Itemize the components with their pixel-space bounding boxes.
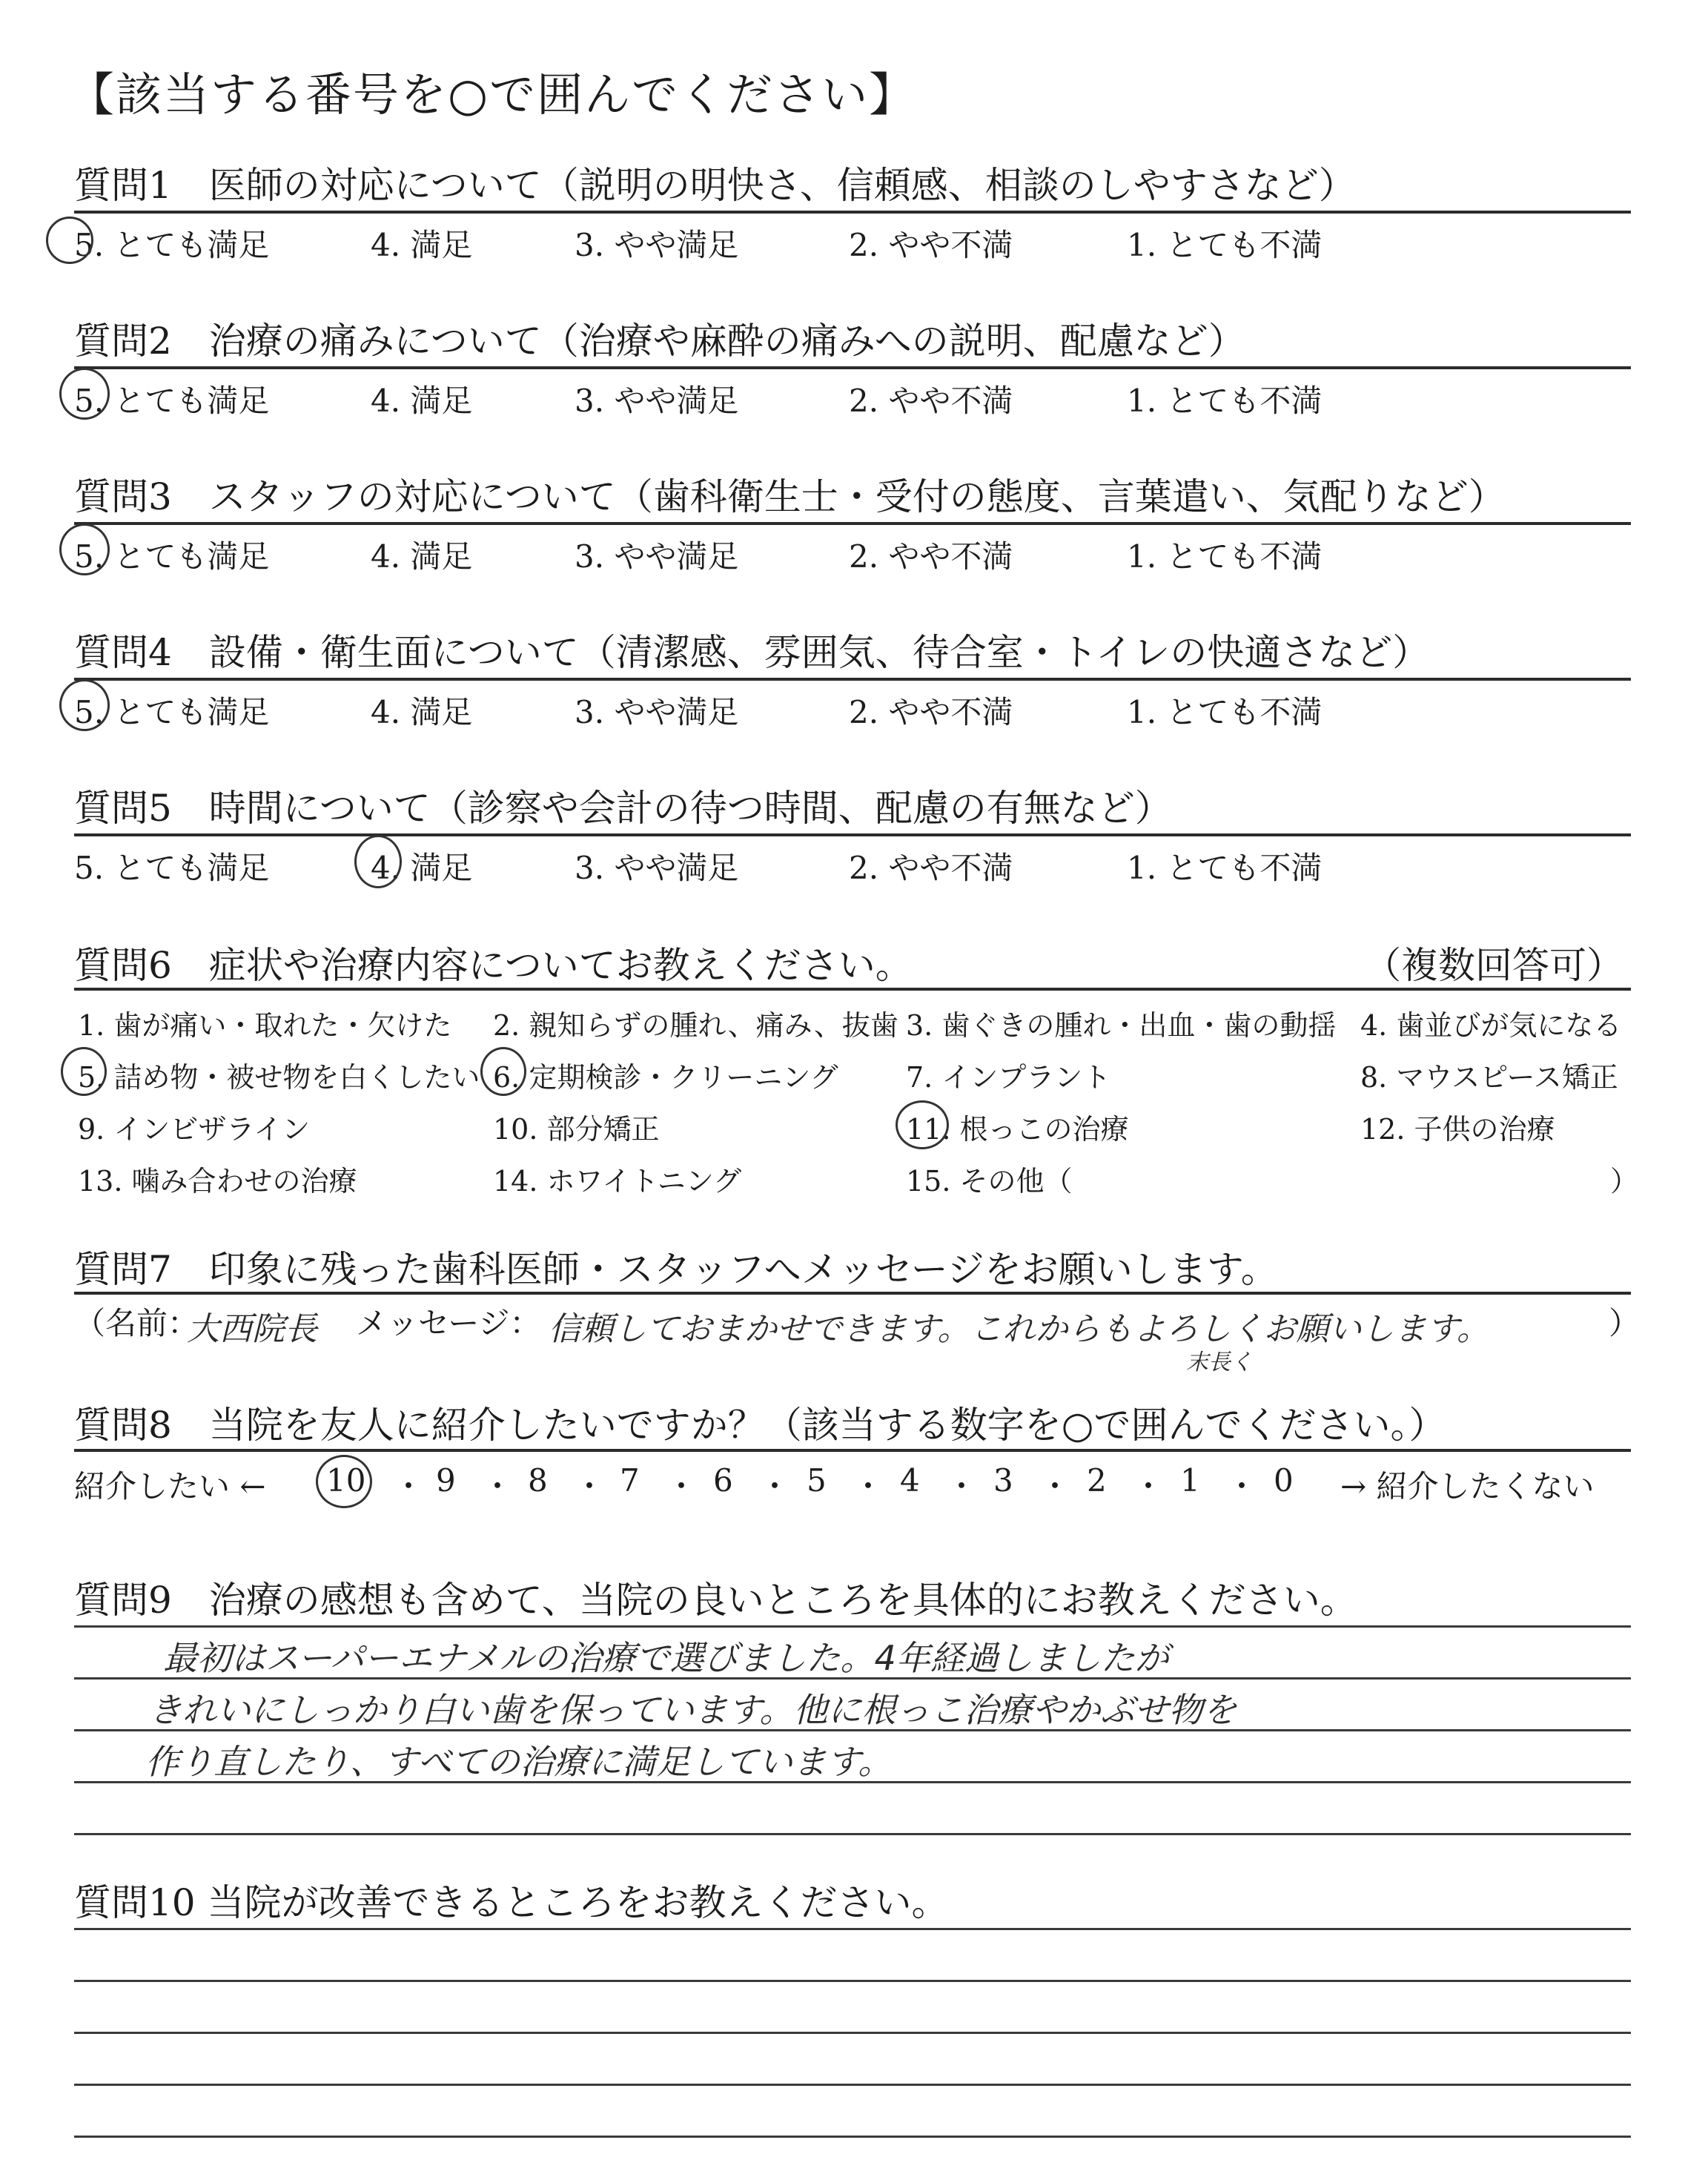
q2-option-3[interactable]: 3. やや満足 [575,383,739,419]
q6-option-12[interactable]: 12. 子供の治療 [1360,1113,1555,1146]
question-3-label: 質問3 スタッフの対応について（歯科衛生士・受付の態度、言葉遣い、気配りなど） [74,475,1506,518]
answer-line [74,2032,1631,2034]
q7-insert: 末長く [1186,1350,1253,1375]
q8-left-label: 紹介したい ← [74,1468,266,1505]
divider [74,1449,1631,1452]
divider [74,1292,1631,1295]
selection-circle [59,368,110,420]
q8-scale-2[interactable]: 2 [1087,1462,1107,1499]
q6-option-13[interactable]: 13. 噛み合わせの治療 [78,1165,357,1198]
divider [74,833,1631,836]
q8-sep: ・ [574,1468,606,1505]
q8-scale-5[interactable]: 5 [807,1462,827,1499]
q8-scale-6[interactable]: 6 [713,1462,733,1499]
q3-option-5[interactable]: 5. とても満足 [74,538,270,575]
q1-option-2[interactable]: 2. やや不満 [849,227,1013,263]
answer-line [74,1980,1631,1982]
question-4-label: 質問4 設備・衛生面について（清潔感、雰囲気、待合室・トイレの快適さなど） [74,631,1430,674]
q8-sep: ・ [1039,1468,1071,1505]
q5-option-5[interactable]: 5. とても満足 [74,850,270,886]
selection-circle [59,679,110,731]
q1-option-1[interactable]: 1. とても不満 [1127,227,1323,263]
divider [74,678,1631,681]
q8-scale-3[interactable]: 3 [993,1462,1013,1499]
answer-line [74,1928,1631,1930]
q6-option-5[interactable]: 5. 詰め物・被せ物を白くしたい [78,1061,480,1094]
q3-option-1[interactable]: 1. とても不満 [1127,538,1323,575]
question-6-note: （複数回答可） [1364,944,1623,987]
question-5-label: 質問5 時間について（診察や会計の待つ時間、配慮の有無など） [74,787,1172,830]
q9-answer-line-2[interactable]: きれいにしっかり白い歯を保っています。他に根っこ治療やかぶせ物を [148,1690,1237,1730]
q6-option-8[interactable]: 8. マウスピース矯正 [1360,1061,1618,1094]
question-1-label: 質問1 医師の対応について（説明の明快さ、信頼感、相談のしやすさなど） [74,164,1356,207]
answer-line [74,2084,1631,2086]
page-title: 【該当する番号を○で囲んでください】 [68,67,917,122]
q7-staff-name[interactable]: 大西院長 [187,1310,317,1348]
q5-option-4[interactable]: 4. 満足 [371,850,473,886]
q3-option-4[interactable]: 4. 満足 [371,538,473,575]
q8-scale-4[interactable]: 4 [900,1462,920,1499]
q1-option-5[interactable]: 5. とても満足 [74,227,270,263]
q7-message-label: メッセージ： [356,1305,541,1341]
selection-circle [59,524,110,575]
q6-option-7[interactable]: 7. インプラント [906,1061,1111,1094]
q6-option-1[interactable]: 1. 歯が痛い・取れた・欠けた [78,1009,452,1042]
q4-option-5[interactable]: 5. とても満足 [74,694,270,730]
q8-sep: ・ [666,1468,698,1505]
q6-option-4[interactable]: 4. 歯並びが気になる [1360,1009,1622,1042]
question-6-label: 質問6 症状や治療内容についてお教えください。 [74,944,913,987]
q8-sep: ・ [1133,1468,1165,1505]
q7-prefix: （名前： [74,1305,199,1341]
q6-option-14[interactable]: 14. ホワイトニング [493,1165,742,1198]
answer-line [74,1833,1631,1835]
q4-option-3[interactable]: 3. やや満足 [575,694,739,730]
q2-option-1[interactable]: 1. とても不満 [1127,383,1323,419]
question-8-label: 質問8 当院を友人に紹介したいですか？（該当する数字を○で囲んでください。） [74,1404,1446,1447]
q6-option-6[interactable]: 6. 定期検診・クリーニング [493,1061,838,1094]
q4-option-1[interactable]: 1. とても不満 [1127,694,1323,730]
q8-scale-10[interactable]: 10 [326,1462,366,1499]
question-9-label: 質問9 治療の感想も含めて、当院の良いところを具体的にお教えください。 [74,1579,1357,1622]
selection-circle [316,1455,372,1508]
divider [74,988,1631,991]
q9-answer-line-1[interactable]: 最初はスーパーエナメルの治療で選びました。4年経過しましたが [163,1638,1169,1678]
q2-option-4[interactable]: 4. 満足 [371,383,473,419]
q6-option-15-close: ） [1610,1165,1639,1198]
q6-option-3[interactable]: 3. 歯ぐきの腫れ・出血・歯の動揺 [906,1009,1337,1042]
selection-circle [896,1100,949,1149]
q7-message[interactable]: 信頼しておまかせできます。これからもよろしくお願いします。 [549,1310,1489,1348]
question-2-label: 質問2 治療の痛みについて（治療や麻酔の痛みへの説明、配慮など） [74,320,1245,363]
q2-option-5[interactable]: 5. とても満足 [74,383,270,419]
divider [74,211,1631,214]
q1-option-3[interactable]: 3. やや満足 [575,227,739,263]
answer-line [74,1625,1631,1628]
q5-option-2[interactable]: 2. やや不満 [849,850,1013,886]
q9-answer-line-3[interactable]: 作り直したり、すべての治療に満足しています。 [145,1742,893,1782]
q8-scale-0[interactable]: 0 [1274,1462,1294,1499]
q7-suffix: ） [1609,1305,1641,1341]
q6-option-11[interactable]: 11. 根っこの治療 [906,1113,1129,1146]
q8-sep: ・ [393,1468,425,1505]
q4-option-2[interactable]: 2. やや不満 [849,694,1013,730]
question-7-label: 質問7 印象に残った歯科医師・スタッフへメッセージをお願いします。 [74,1248,1278,1291]
q6-option-15[interactable]: 15. その他（ [906,1165,1073,1198]
question-10-label: 質問10 当院が改善できるところをお教えください。 [74,1881,949,1924]
answer-line [74,2136,1631,2138]
q2-option-2[interactable]: 2. やや不満 [849,383,1013,419]
q5-option-1[interactable]: 1. とても不満 [1127,850,1323,886]
selection-circle [61,1047,107,1096]
selection-circle [354,835,402,888]
q8-scale-9[interactable]: 9 [436,1462,456,1499]
q4-option-4[interactable]: 4. 満足 [371,694,473,730]
q8-right-label: → 紹介したくない [1340,1468,1595,1505]
divider [74,522,1631,525]
q5-option-3[interactable]: 3. やや満足 [575,850,739,886]
q8-sep: ・ [853,1468,884,1505]
selection-circle [480,1047,526,1096]
q3-option-2[interactable]: 2. やや不満 [849,538,1013,575]
q3-option-3[interactable]: 3. やや満足 [575,538,739,575]
q8-scale-8[interactable]: 8 [528,1462,548,1499]
q1-option-4[interactable]: 4. 満足 [371,227,473,263]
q6-option-2[interactable]: 2. 親知らずの腫れ、痛み、抜歯 [493,1009,898,1042]
q8-sep: ・ [759,1468,791,1505]
q6-option-9[interactable]: 9. インビザライン [78,1113,311,1146]
q8-sep: ・ [482,1468,514,1505]
q6-option-10[interactable]: 10. 部分矯正 [493,1113,660,1146]
q8-sep: ・ [1226,1468,1258,1505]
selection-circle [46,217,93,264]
q8-sep: ・ [946,1468,978,1505]
q8-scale-7[interactable]: 7 [620,1462,640,1499]
divider [74,366,1631,369]
q8-scale-1[interactable]: 1 [1180,1462,1200,1499]
